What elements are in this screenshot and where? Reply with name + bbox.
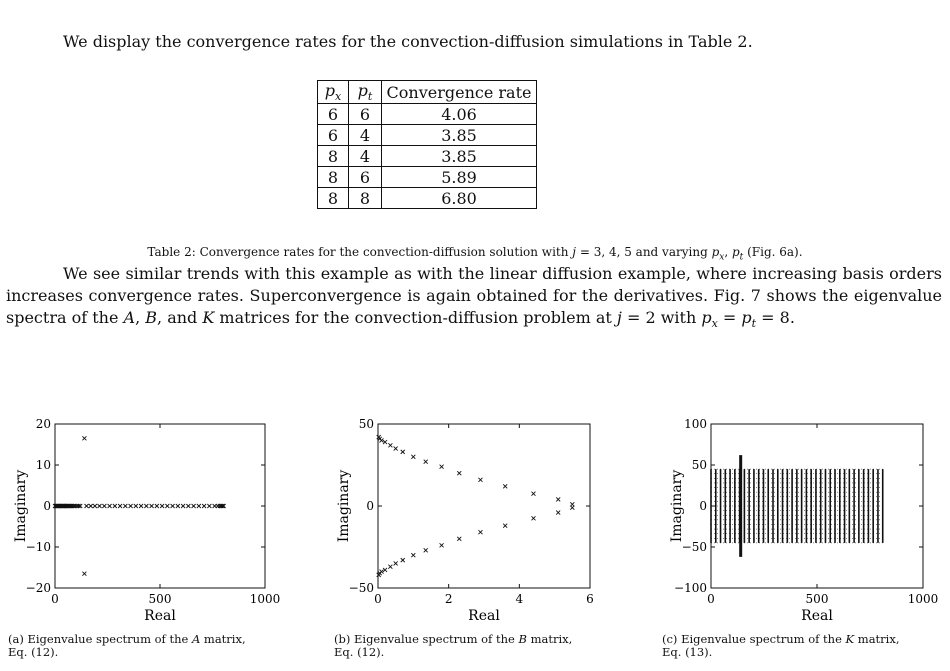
y-tick-label: 10: [35, 458, 51, 472]
data-point: [155, 504, 159, 508]
data-point: [388, 565, 392, 569]
table-cell: 3.85: [382, 146, 537, 167]
data-point: [144, 504, 148, 508]
data-point: [171, 504, 175, 508]
x-axis-label: Real: [801, 608, 833, 624]
y-axis-label: Imaginary: [13, 469, 29, 543]
table-row: [318, 104, 537, 125]
data-point: [113, 504, 117, 508]
data-point: [139, 504, 143, 508]
x-tick-label: 500: [805, 592, 829, 606]
header-px: $p_x$: [318, 81, 349, 104]
x-tick-label: 0: [374, 592, 382, 606]
table-cell: 3.85: [382, 125, 537, 146]
caption-c: (c) Eigenvalue spectrum of the K matrix, Eq. (13).: [662, 632, 900, 659]
data-point: [531, 516, 535, 520]
data-point: [503, 524, 507, 528]
data-point: [176, 504, 180, 508]
y-tick-label: 0: [43, 499, 51, 513]
data-point: [531, 492, 535, 496]
data-point: [388, 443, 392, 447]
data-point: [192, 504, 196, 508]
table-cell: 4.06: [382, 104, 537, 125]
x-axis-label: Real: [144, 608, 176, 624]
header-pt: $p_t$: [349, 81, 382, 104]
data-point: [102, 504, 106, 508]
data-point: [570, 506, 574, 510]
x-tick-label: 0: [51, 592, 59, 606]
results-paragraph: We see similar trends with this example as with the linear diffusion example, where increasing basis orders increases convergence rates. Superconvergence is again obtained for the derivatives. Fig. 7 shows the eigenvalue spectra of the A, B, and K matrices for the convection-diffusion problem at j = 2 with $p_x = p_t = 8$.: [6, 264, 942, 331]
plot-frame: [378, 424, 590, 588]
table-cell: 6.80: [382, 188, 537, 209]
data-point: [129, 504, 133, 508]
y-tick-label: −50: [681, 540, 707, 554]
data-point: [93, 504, 97, 508]
table-cell: 5.89: [382, 167, 537, 188]
data-point: [411, 455, 415, 459]
data-point: [424, 460, 428, 464]
y-tick-label: −20: [25, 581, 51, 595]
data-point: [478, 530, 482, 534]
data-point: [98, 504, 102, 508]
data-point: [202, 504, 206, 508]
data-point: [108, 504, 112, 508]
data-point: [134, 504, 138, 508]
y-axis-label: Imaginary: [336, 469, 352, 543]
table-header-row: [318, 81, 537, 104]
header-rate: Convergence rate: [382, 81, 537, 104]
x-tick-label: 4: [515, 592, 524, 606]
table-row: [318, 125, 537, 146]
table-cell: 4: [349, 125, 382, 146]
convergence-table: [317, 80, 537, 209]
data-point: [82, 572, 86, 576]
y-tick-label: 0: [699, 499, 707, 513]
data-point: [556, 511, 560, 515]
y-tick-label: 0: [366, 499, 374, 513]
caption-a: (a) Eigenvalue spectrum of the A matrix, Eq. (12).: [8, 632, 246, 659]
data-point: [394, 447, 398, 451]
x-tick-label: 0: [707, 592, 715, 606]
plot-b: [320, 410, 610, 634]
table-cell: 6: [318, 104, 349, 125]
data-point: [440, 543, 444, 547]
data-point: [82, 436, 86, 440]
data-point: [160, 504, 164, 508]
table-cell: 4: [349, 146, 382, 167]
x-tick-label: 1000: [907, 592, 939, 606]
data-point: [123, 504, 127, 508]
plot-c: [645, 410, 945, 634]
data-point: [424, 548, 428, 552]
y-tick-label: 100: [684, 417, 707, 431]
y-tick-label: 50: [358, 417, 374, 431]
data-point: [478, 478, 482, 482]
table-row: [318, 146, 537, 167]
table-cell: 6: [349, 167, 382, 188]
caption-b: (b) Eigenvalue spectrum of the B matrix, Eq. (12).: [334, 632, 573, 659]
data-point: [411, 553, 415, 557]
data-point: [207, 504, 211, 508]
y-tick-label: −50: [348, 581, 374, 595]
y-axis-label: Imaginary: [669, 469, 685, 543]
x-tick-label: 6: [586, 592, 594, 606]
data-point: [401, 450, 405, 454]
table-row: [318, 188, 537, 209]
data-point: [197, 504, 201, 508]
table-row: [318, 167, 537, 188]
x-axis-label: Real: [468, 608, 500, 624]
chart-c-svg: [645, 410, 945, 630]
x-tick-label: 2: [444, 592, 453, 606]
data-point: [181, 504, 185, 508]
data-point: [216, 504, 220, 508]
data-point: [457, 471, 461, 475]
data-point: [85, 504, 89, 508]
y-tick-label: 50: [691, 458, 707, 472]
data-point: [457, 537, 461, 541]
data-point: [186, 504, 190, 508]
x-tick-label: 1000: [249, 592, 281, 606]
x-tick-label: 500: [148, 592, 172, 606]
data-point: [401, 558, 405, 562]
table-caption: Table 2: Convergence rates for the convection-diffusion solution with j = 3, 4, 5 and varying $p_x$, $p_t$ (Fig. 6a).: [147, 245, 803, 263]
plot-a: [0, 410, 290, 634]
table-cell: 8: [318, 167, 349, 188]
data-point: [118, 504, 122, 508]
intro-paragraph: We display the convergence rates for the convection-diffusion simulations in Table 2.: [63, 32, 753, 51]
table-cell: 8: [349, 188, 382, 209]
chart-a-svg: [0, 410, 290, 630]
chart-b-svg: [320, 410, 610, 630]
data-point: [89, 504, 93, 508]
data-point: [503, 484, 507, 488]
data-point: [165, 504, 169, 508]
table-cell: 8: [318, 146, 349, 167]
y-tick-label: 20: [35, 417, 51, 431]
table-cell: 8: [318, 188, 349, 209]
data-point: [150, 504, 154, 508]
table-cell: 6: [318, 125, 349, 146]
y-tick-label: −10: [25, 540, 51, 554]
data-point: [556, 497, 560, 501]
table-cell: 6: [349, 104, 382, 125]
data-point: [440, 465, 444, 469]
y-tick-label: −100: [674, 581, 707, 595]
data-point: [394, 561, 398, 565]
